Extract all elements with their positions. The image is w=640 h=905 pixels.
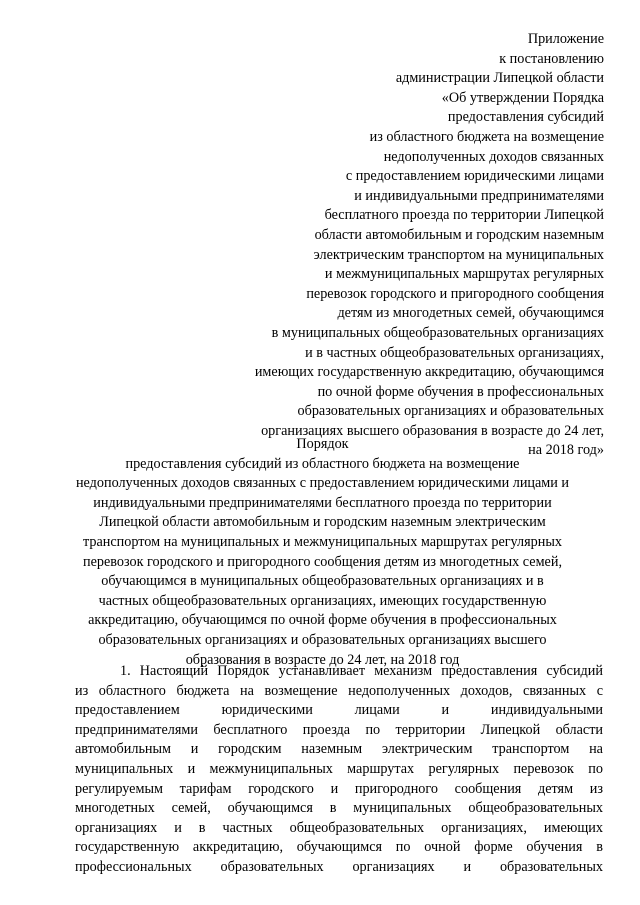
paragraph-word: транспортом [492,741,570,758]
appendix-line: области автомобильным и городским наземным [314,226,604,243]
paragraph-word: и [190,741,199,758]
paragraph-word: в [198,819,206,836]
paragraph-word: пригородного [354,780,438,797]
title-line: индивидуальными предпринимателями бесплатного проезда по территории [93,494,552,511]
appendix-line: детям из многодетных семей, обучающимся [337,305,604,322]
paragraph-word: из [589,780,603,797]
paragraph-word: и [463,858,472,875]
paragraph-word: в [596,839,603,856]
paragraph-word: по [588,760,603,777]
title-line: образовательных организациях и образовательных организациях высшего [98,631,547,648]
paragraph-word: городского [248,780,314,797]
paragraph-word: организациях, [441,819,527,836]
paragraph-word: имеющих [543,819,603,836]
paragraph-word: предпринимателями [75,721,198,738]
paragraph-word: областного [98,682,166,699]
paragraph-word: доходов, [460,682,513,699]
appendix-header [184,30,604,461]
appendix-line: имеющих государственную аккредитацию, обучающимся [254,364,604,381]
paragraph-word: Липецкой [480,721,541,738]
appendix-line: и в частных общеобразовательных организациях, [305,344,604,361]
paragraph-word: индивидуальными [490,702,603,719]
paragraph-word: Порядок [217,663,270,679]
appendix-line: по очной форме обучения в профессиональных [317,383,604,400]
paragraph-word: муниципальных [353,800,452,817]
paragraph-line [75,662,603,682]
paragraph-word: и [187,760,196,777]
paragraph-word: и [174,819,182,836]
paragraph-word: сообщения [454,780,522,797]
paragraph-word: общеобразовательных [289,819,425,836]
paragraph-word: из [75,682,89,699]
paragraph-word: механизм [374,663,433,679]
paragraph-word: государственную [75,839,180,856]
paragraph-word: территории [395,721,466,738]
paragraph-word: предоставления [441,663,538,679]
title-line: аккредитацию, обучающимся по очной форме обучения в профессиональных [88,612,557,629]
paragraph-word: тарифам [179,780,232,797]
appendix-line: к постановлению [499,50,604,67]
paragraph-word: регулируемым [75,780,163,797]
appendix-line: в муниципальных общеобразовательных организациях [271,324,604,341]
paragraph-word: связанных [523,682,587,699]
title-line: Порядок [296,436,349,452]
appendix-line: с предоставлением юридическими лицами [345,168,604,185]
paragraph-word: образовательных [499,858,603,875]
appendix-line: перевозок городского и пригородного сообщения [306,285,604,302]
appendix-line: администрации Липецкой области [395,70,604,87]
paragraph-word: Настоящий [139,663,209,679]
paragraph-word: юридическими [221,702,313,719]
paragraph-word: регулярных [428,760,500,777]
paragraph-word: бесплатного [213,721,288,738]
paragraph-word: межмуниципальных [209,760,333,777]
appendix-line: бесплатного проезда по территории Липецкой [324,207,604,224]
paragraph-word: форме [474,839,513,856]
paragraph-word: лицами [354,702,400,719]
paragraph-word: очной [424,839,461,856]
paragraph-word: бюджета [176,682,230,699]
paragraph-word: профессиональных [75,858,192,875]
paragraph-word: обучающимся [296,839,383,856]
paragraph-line [75,819,603,839]
paragraph-word: образовательных [220,858,324,875]
title-line: образования в возрасте до 24 лет, на 2018 год [185,651,460,668]
paragraph-line [75,799,603,819]
paragraph-word: частных [222,819,273,836]
paragraph-word: на [589,741,603,758]
paragraph-word: области [555,721,603,738]
document-title [40,435,605,670]
paragraph-1 [75,662,603,878]
paragraph-word: с [596,682,603,699]
paragraph-word: детям [538,780,574,797]
paragraph-word: наземным [301,741,363,758]
paragraph-word: муниципальных [75,760,174,777]
paragraph-word: автомобильным [75,741,172,758]
paragraph-word: организациях [352,858,435,875]
paragraph-line [75,760,603,780]
paragraph-line [75,721,603,741]
title-line: предоставления субсидий из областного бюджета на возмещение [125,455,520,472]
title-line: частных общеобразовательных организациях, имеющих государственную [98,592,547,609]
title-line: недополученных доходов связанных с предоставлением юридическими лицами и [75,475,570,492]
paragraph-word: и [330,780,339,797]
paragraph-word: семей, [171,800,211,817]
paragraph-word: обучающимся [227,800,313,817]
title-line: Липецкой области автомобильным и городским наземным электрическим [99,514,546,531]
paragraph-word: городским [218,741,282,758]
paragraph-word: обучения [526,839,583,856]
paragraph-word: 1. [120,663,131,679]
paragraph-word: недополученных [348,682,451,699]
paragraph-word: маршрутах [347,760,415,777]
title-line: обучающимся в муниципальных общеобразовательных организациях и в [101,573,544,590]
paragraph-word: перевозок [513,760,574,777]
appendix-line: Приложение [527,31,604,47]
appendix-line: из областного бюджета на возмещение [369,128,604,145]
appendix-line: электрическим транспортом на муниципальных [313,246,604,263]
paragraph-word: электрическим [381,741,473,758]
paragraph-line [75,838,603,858]
appendix-line: «Об утверждении Порядка [441,89,604,106]
appendix-line: предоставления субсидий [447,109,604,126]
paragraph-word: субсидий [546,663,603,679]
paragraph-word: аккредитацию, [192,839,284,856]
title-line: перевозок городского и пригородного сообщения детям из многодетных семей, [82,553,562,570]
paragraph-line [75,740,603,760]
paragraph-line [75,682,603,702]
title-line: транспортом на муниципальных и межмуниципальных маршрутах регулярных [83,533,562,550]
appendix-line: и межмуниципальных маршрутах регулярных [324,266,604,283]
paragraph-word: устанавливает [278,663,366,679]
paragraph-line [75,701,603,721]
paragraph-word: и [441,702,450,719]
paragraph-word: на [239,682,254,699]
appendix-line: образовательных организациях и образовательных [297,403,604,420]
paragraph-word: возмещение [264,682,338,699]
paragraph-word: по [365,721,381,738]
appendix-line: организациях высшего образования в возрасте до 24 лет, [261,422,604,439]
paragraph-word: проезда [302,721,351,738]
paragraph-word: общеобразовательных [468,800,603,817]
paragraph-word: предоставлением [75,702,180,719]
paragraph-word: в [329,800,337,817]
appendix-line: и индивидуальными предпринимателями [354,187,604,204]
paragraph-word: многодетных [75,800,155,817]
appendix-line: недополученных доходов связанных [383,148,604,165]
appendix-line: на 2018 год» [528,442,604,459]
paragraph-line [75,858,603,878]
paragraph-line [75,780,603,800]
paragraph-word: по [395,839,411,856]
paragraph-word: организациях [75,819,158,836]
